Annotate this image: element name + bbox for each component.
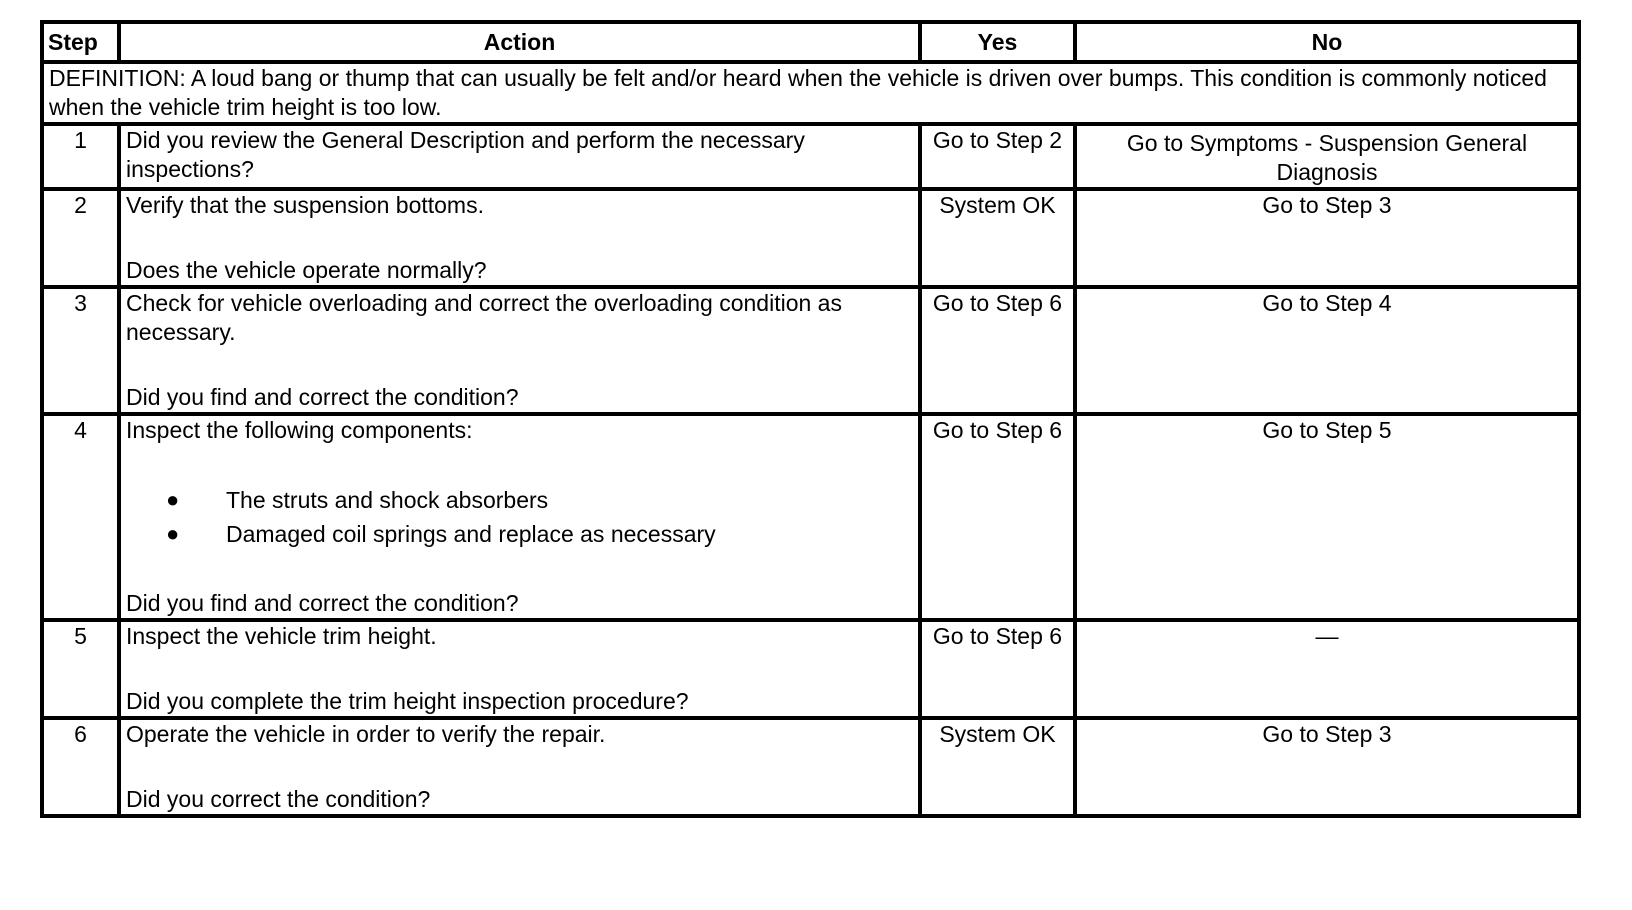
header-yes: Yes	[920, 22, 1075, 62]
step-question: Did you find and correct the condition?	[126, 384, 519, 410]
step-row	[42, 124, 1579, 189]
step-action	[119, 189, 920, 287]
definition-row	[42, 62, 1579, 124]
list-item-text: Damaged coil springs and replace as necessary	[226, 521, 716, 547]
step-instruction: Inspect the vehicle trim height.	[126, 623, 437, 649]
step-yes: System OK	[920, 718, 1075, 816]
header-row	[42, 22, 1579, 62]
step-row	[42, 189, 1579, 287]
step-number: 2	[42, 189, 119, 287]
step-no: Go to Step 3	[1075, 189, 1579, 287]
step-yes: Go to Step 6	[920, 620, 1075, 718]
step-instruction: Inspect the following components:	[126, 417, 473, 443]
step-no: Go to Step 4	[1075, 287, 1579, 414]
step-question: Does the vehicle operate normally?	[126, 257, 487, 283]
list-item-text: The struts and shock absorbers	[226, 487, 549, 513]
step-row	[42, 718, 1579, 816]
step-action	[119, 718, 920, 816]
step-row	[42, 414, 1579, 620]
step-yes: Go to Step 6	[920, 414, 1075, 620]
step-action	[119, 414, 920, 620]
step-number: 1	[42, 124, 119, 189]
step-number: 6	[42, 718, 119, 816]
step-yes: Go to Step 6	[920, 287, 1075, 414]
header-step: Step	[42, 22, 119, 62]
component-list	[126, 483, 913, 551]
step-number: 3	[42, 287, 119, 414]
step-no: Go to Symptoms - Suspension General Diagnosis	[1075, 124, 1579, 189]
step-number: 4	[42, 414, 119, 620]
step-question: Did you review the General Description and perform the necessary inspections?	[126, 127, 805, 182]
list-item	[166, 517, 913, 551]
bullet-icon: ●	[166, 521, 180, 546]
step-no: —	[1075, 620, 1579, 718]
bullet-icon: ●	[166, 487, 180, 512]
step-question: Did you correct the condition?	[126, 786, 431, 812]
step-instruction: Check for vehicle overloading and correct the overloading condition as necessary.	[126, 290, 842, 345]
header-no: No	[1075, 22, 1579, 62]
definition-text: DEFINITION: A loud bang or thump that can usually be felt and/or heard when the vehicle is driven over bumps. This condition is commonly noticed when the vehicle trim height is too low.	[42, 62, 1579, 124]
step-no: Go to Step 3	[1075, 718, 1579, 816]
step-action	[119, 124, 920, 189]
step-question: Did you find and correct the condition?	[126, 590, 519, 616]
step-number: 5	[42, 620, 119, 718]
step-instruction: Verify that the suspension bottoms.	[126, 192, 484, 218]
step-row	[42, 620, 1579, 718]
step-instruction: Operate the vehicle in order to verify the repair.	[126, 721, 606, 747]
step-question: Did you complete the trim height inspection procedure?	[126, 688, 689, 714]
step-no: Go to Step 5	[1075, 414, 1579, 620]
step-row	[42, 287, 1579, 414]
diagnostic-table	[40, 20, 1581, 818]
step-yes: Go to Step 2	[920, 124, 1075, 189]
step-action	[119, 287, 920, 414]
step-yes: System OK	[920, 189, 1075, 287]
list-item	[166, 483, 913, 517]
header-action: Action	[119, 22, 920, 62]
step-action	[119, 620, 920, 718]
